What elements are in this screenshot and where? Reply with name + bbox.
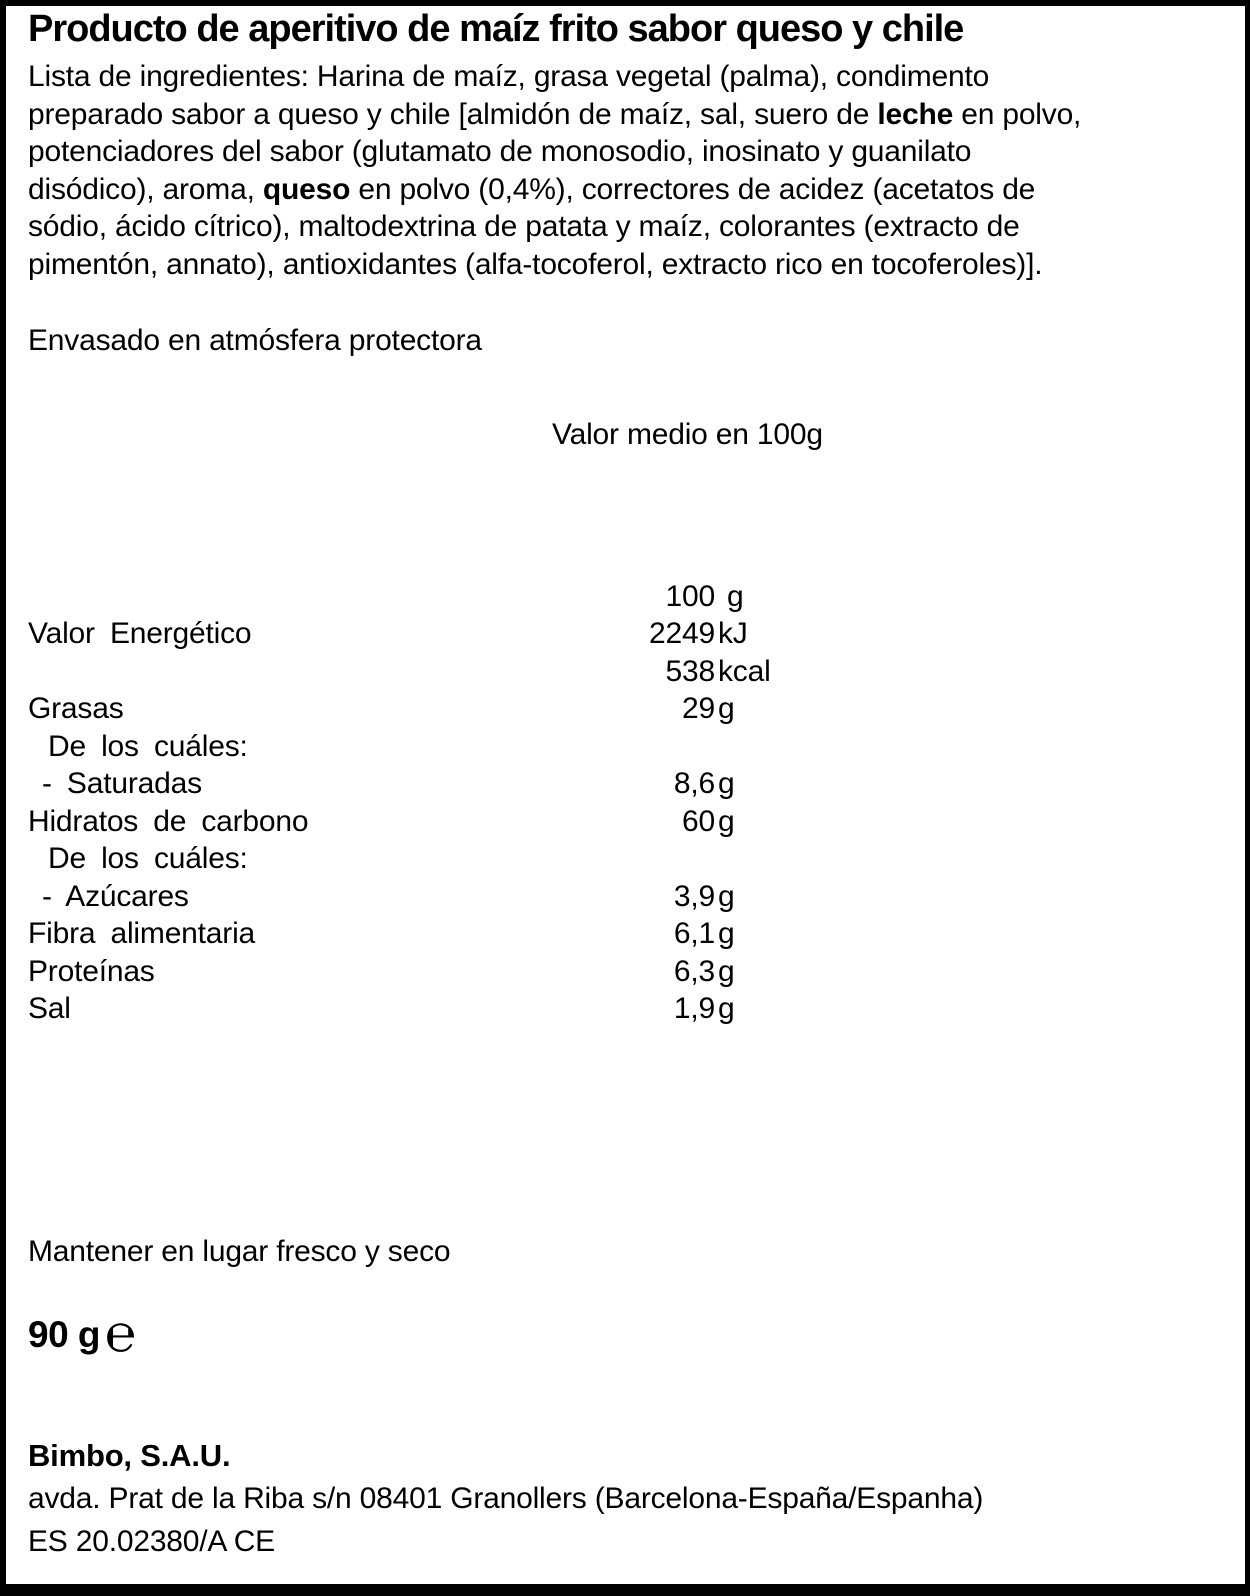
ingredients-paragraph bbox=[28, 58, 1233, 283]
nutrition-row bbox=[28, 841, 1028, 879]
nutrient-value: 2249 bbox=[649, 617, 715, 651]
ingredients-line-5: sódio, ácido cítrico), maltodextrina de patata y maíz, colorantes (extracto de bbox=[28, 210, 1020, 243]
nutrient-value: 538 bbox=[665, 654, 715, 688]
nutrient-label: Sal bbox=[28, 992, 71, 1026]
allergen-queso: queso bbox=[262, 172, 351, 206]
ingredients-line-6: pimentón, annato), antioxidantes (alfa-tocoferol, extracto rico en tocoferoles)]. bbox=[28, 247, 1043, 281]
nutrient-unit: g bbox=[718, 954, 735, 988]
nutrient-unit: g bbox=[727, 579, 744, 613]
nutrient-unit: kJ bbox=[718, 617, 748, 651]
nutrition-row bbox=[28, 916, 1028, 954]
label-sheet bbox=[6, 6, 1245, 1584]
net-weight-value: 90 g bbox=[28, 1314, 101, 1355]
net-weight bbox=[28, 1305, 136, 1363]
nutrient-unit: kcal bbox=[718, 654, 771, 688]
manufacturer-block bbox=[28, 1434, 983, 1563]
nutrition-row bbox=[28, 766, 1028, 804]
packaging-note: Envasado en atmósfera protectora bbox=[28, 324, 482, 357]
nutrient-label: Hidratos de carbono bbox=[28, 804, 309, 838]
nutrition-row bbox=[28, 953, 1028, 991]
manufacturer-name: Bimbo, S.A.U. bbox=[28, 1438, 231, 1473]
nutrition-row bbox=[28, 691, 1028, 729]
nutrient-label: - Azúcares bbox=[42, 879, 189, 913]
nutrient-value: 6,1 bbox=[673, 917, 715, 951]
nutrition-row bbox=[28, 878, 1028, 916]
nutrition-row bbox=[28, 578, 1028, 616]
nutrition-row bbox=[28, 728, 1028, 766]
nutrient-unit: g bbox=[718, 692, 735, 726]
nutrient-label: Grasas bbox=[28, 692, 124, 726]
nutrient-unit: g bbox=[718, 767, 735, 801]
manufacturer-registration: ES 20.02380/A CE bbox=[28, 1525, 275, 1558]
nutrition-row bbox=[28, 616, 1028, 654]
nutrient-value: 60 bbox=[682, 804, 715, 838]
nutrient-unit: g bbox=[718, 879, 735, 913]
nutrition-table bbox=[28, 578, 1028, 1028]
estimated-sign-icon: ℮ bbox=[105, 1305, 136, 1363]
product-title: Producto de aperitivo de maíz frito sabor queso y chile bbox=[28, 8, 964, 50]
nutrient-unit: g bbox=[718, 804, 735, 838]
nutrition-row bbox=[28, 803, 1028, 841]
nutrient-label: De los cuáles: bbox=[48, 729, 248, 763]
ingredients-line-2: preparado sabor a queso y chile [almidón de maíz, sal, suero de bbox=[28, 97, 878, 131]
ingredients-line-3: potenciadores del sabor (glutamato de monosodio, inosinato y guanilato bbox=[28, 135, 972, 168]
nutrient-unit: g bbox=[718, 992, 735, 1026]
nutrient-value: 3,9 bbox=[673, 879, 715, 913]
ingredients-line-4: disódico), aroma, bbox=[28, 172, 263, 206]
nutrient-label: Fibra alimentaria bbox=[28, 917, 256, 951]
nutrient-value: 29 bbox=[682, 692, 715, 726]
nutrient-label: Valor Energético bbox=[28, 617, 252, 651]
ingredients-line-2-end: en polvo, bbox=[953, 97, 1082, 131]
nutrient-label: Proteínas bbox=[28, 954, 155, 988]
nutrient-value: 1,9 bbox=[673, 992, 715, 1026]
storage-note: Mantener en lugar fresco y seco bbox=[28, 1235, 451, 1268]
nutrient-unit: g bbox=[718, 917, 735, 951]
nutrient-value: 6,3 bbox=[673, 954, 715, 988]
ingredients-line-4-end: en polvo (0,4%), correctores de acidez (acetatos de bbox=[350, 172, 1036, 206]
nutrition-row bbox=[28, 991, 1028, 1029]
manufacturer-address: avda. Prat de la Riba s/n 08401 Granollers (Barcelona-España/Espanha) bbox=[28, 1482, 984, 1515]
nutrition-row bbox=[28, 653, 1028, 691]
nutrient-value: 8,6 bbox=[673, 767, 715, 801]
allergen-leche: leche bbox=[877, 97, 954, 131]
nutrition-header: Valor medio en 100g bbox=[552, 418, 823, 451]
nutrient-label: - Saturadas bbox=[42, 767, 202, 801]
ingredients-line-1: Lista de ingredientes: Harina de maíz, grasa vegetal (palma), condimento bbox=[28, 60, 990, 93]
nutrient-label: De los cuáles: bbox=[48, 842, 248, 876]
nutrient-value: 100 bbox=[665, 579, 715, 613]
